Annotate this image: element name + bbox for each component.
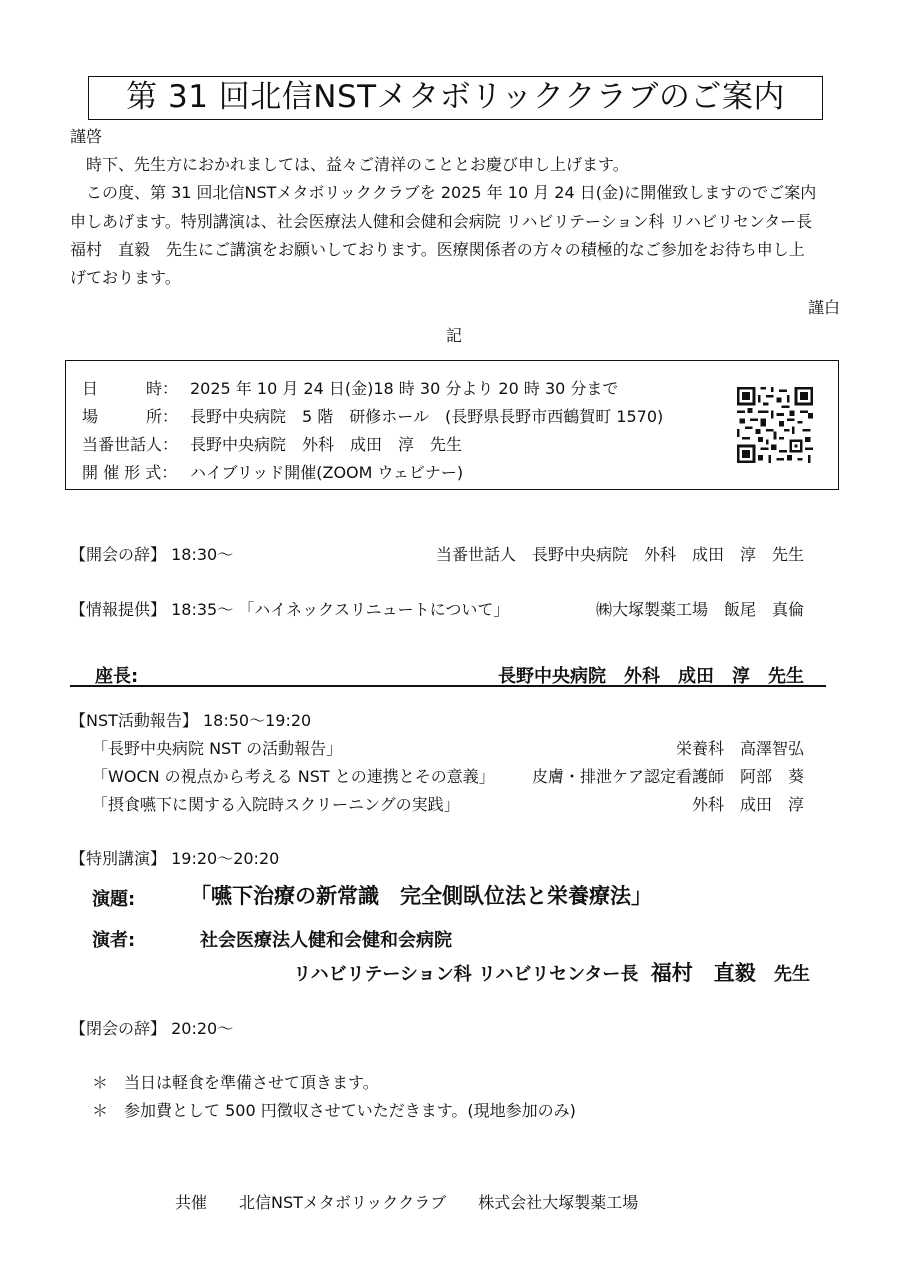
lecture-speaker-line (293, 957, 810, 987)
chair-label: 座長: (95, 666, 139, 687)
letter-paragraph-2-line-3: 福村 直毅 先生にご講演をお願いしております。医療関係者の方々の積極的なご参加をお待ち申し上 (70, 240, 805, 259)
info-provision: 【情報提供】 18:35～ 「ハイネックスリニュートについて」 (70, 600, 510, 619)
ki-mark: 記 (446, 326, 463, 345)
letter-paragraph-2-line-2: 申しあげます。特別講演は、社会医療法人健和会健和会病院 リハビリテーション科 リハビリセンター長 (70, 212, 813, 231)
lecture-speaker-label: 演者: (92, 930, 136, 951)
info-row-datetime (82, 376, 618, 399)
info-value: 長野中央病院 5 階 研修ホール (長野県長野市西鶴賀町 1570) (190, 407, 664, 426)
qr-code-icon[interactable] (737, 387, 813, 463)
info-label: 場 所： (82, 407, 179, 426)
lecture-speaker-suffix: 先生 (774, 964, 810, 985)
nst-report-title-2: 「WOCN の視点から考える NST との連携とその意義」 (92, 767, 495, 786)
note-item-2: ＊ 参加費として 500 円徴収させていただきます。(現地参加のみ) (92, 1101, 576, 1120)
nst-report-presenter-2: 皮膚・排泄ケア認定看護師 阿部 葵 (531, 767, 804, 786)
note-item-1: ＊ 当日は軽食を準備させて頂きます。 (92, 1073, 379, 1092)
nst-report-header: 【NST活動報告】 18:50～19:20 (70, 711, 312, 730)
lecture-speaker-dept: リハビリテーション科 リハビリセンター長 (293, 964, 639, 985)
info-row-venue (82, 404, 663, 427)
lecture-speaker-org: 社会医療法人健和会健和会病院 (200, 930, 452, 951)
opening-greeting: 謹啓 (70, 127, 103, 146)
info-row-format (82, 460, 463, 483)
info-value: ハイブリッド開催(ZOOM ウェビナー) (190, 463, 464, 482)
special-lecture-header: 【特別講演】 19:20～20:20 (70, 849, 280, 868)
info-value: 2025 年 10 月 24 日(金)18 時 30 分より 20 時 30 分まで (190, 379, 619, 398)
nst-report-presenter-3: 外科 成田 淳 (691, 795, 804, 814)
lecture-speaker-name: 福村 直毅 (650, 961, 756, 985)
nst-report-title-1: 「長野中央病院 NST の活動報告」 (92, 739, 343, 758)
info-value: 長野中央病院 外科 成田 淳 先生 (190, 435, 463, 454)
letter-paragraph-2-line-4: げております。 (70, 268, 181, 287)
lecture-topic-label: 演題: (92, 889, 136, 910)
chair-name: 長野中央病院 外科 成田 淳 先生 (498, 666, 804, 687)
nst-report-presenter-1: 栄養科 高澤智弘 (675, 739, 804, 758)
event-info-box (65, 360, 839, 490)
closing-remarks: 【閉会の辞】 20:20～ (70, 1019, 234, 1038)
letter-paragraph-1: 時下、先生方におかれましては、益々ご清祥のこととお慶び申し上げます。 (86, 155, 629, 174)
info-label: 当番世話人： (82, 435, 179, 454)
nst-report-title-3: 「摂食嚥下に関する入院時スクリーニングの実践」 (92, 795, 460, 814)
info-row-host (82, 432, 462, 455)
info-label: 日 時： (82, 379, 179, 398)
chair-underline (70, 685, 826, 687)
page-title: 第 31 回北信NSTメタボリッククラブのご案内 (88, 76, 823, 120)
closing-word: 謹白 (807, 298, 840, 317)
lecture-topic: 「嚥下治療の新常識 完全側臥位法と栄養療法」 (190, 884, 652, 908)
opening-remarks: 【開会の辞】 18:30～ (70, 545, 234, 564)
opening-remarks-speaker: 当番世話人 長野中央病院 外科 成田 淳 先生 (435, 545, 804, 564)
cohost-line: 共催 北信NSTメタボリッククラブ 株式会社大塚製薬工場 (175, 1193, 639, 1212)
info-label: 開 催 形 式： (82, 463, 178, 482)
info-provision-speaker: ㈱大塚製薬工場 飯尾 真倫 (595, 600, 804, 619)
letter-paragraph-2-line-1: この度、第 31 回北信NSTメタボリッククラブを 2025 年 10 月 24 日(金)に開催致しますのでご案内 (86, 183, 817, 202)
